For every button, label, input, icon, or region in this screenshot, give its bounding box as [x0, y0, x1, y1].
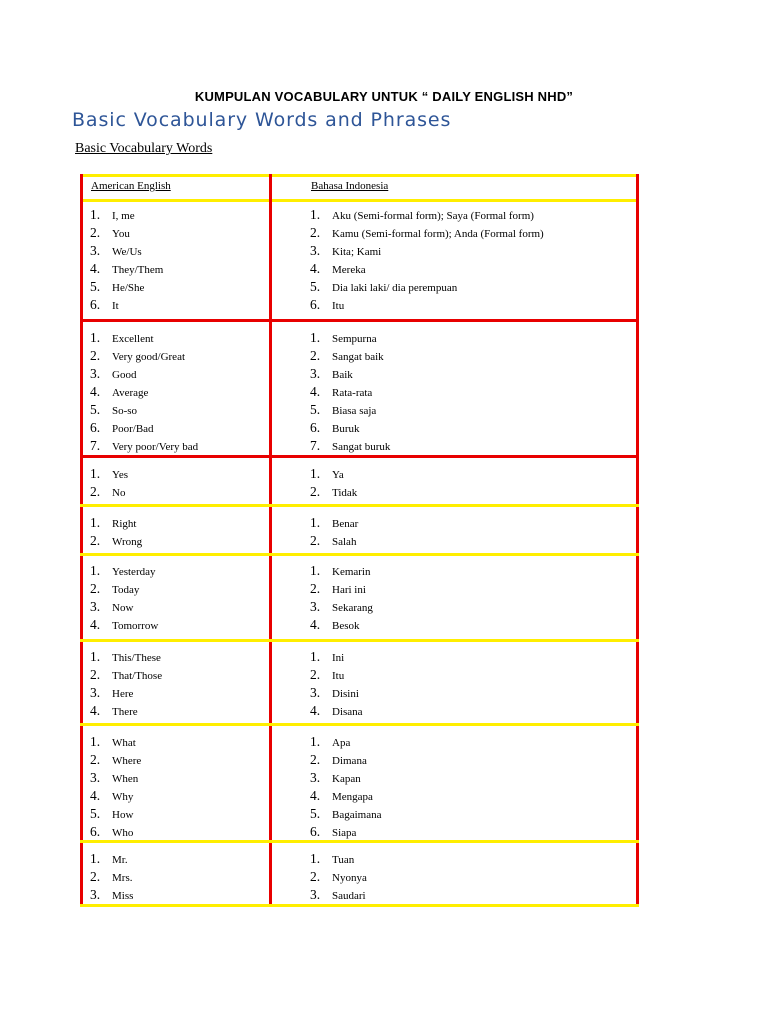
- english-word: Yesterday: [112, 566, 156, 578]
- english-word: You: [112, 228, 130, 240]
- item-number: 1.: [310, 734, 321, 749]
- item-number: 6.: [310, 824, 321, 839]
- indonesian-word: Itu: [332, 670, 345, 682]
- english-word: Wrong: [112, 536, 143, 548]
- document-title: KUMPULAN VOCABULARY UNTUK “ DAILY ENGLISH NHD”: [194, 89, 574, 104]
- item-number: 5.: [90, 279, 101, 294]
- english-word: Mrs.: [112, 872, 133, 884]
- item-number: 5.: [310, 806, 321, 821]
- item-number: 2.: [90, 752, 101, 767]
- item-number: 5.: [90, 402, 101, 417]
- english-word: Excellent: [112, 333, 154, 345]
- sub-heading: Basic Vocabulary Words: [75, 141, 213, 156]
- english-word: That/Those: [112, 670, 163, 682]
- indonesian-word: Tuan: [332, 854, 355, 866]
- item-number: 2.: [310, 869, 321, 884]
- indonesian-word: Bagaimana: [332, 809, 382, 821]
- english-word: Right: [112, 518, 137, 530]
- english-word: Very good/Great: [112, 351, 186, 363]
- item-number: 4.: [310, 617, 321, 632]
- indonesian-word: Tidak: [332, 487, 358, 499]
- header-american-english: American English: [91, 180, 171, 192]
- item-number: 2.: [90, 581, 101, 596]
- item-number: 3.: [90, 599, 101, 614]
- english-word: He/She: [112, 282, 145, 294]
- indonesian-word: Ya: [332, 469, 344, 481]
- english-word: When: [112, 773, 139, 785]
- item-number: 1.: [310, 515, 321, 530]
- item-number: 1.: [90, 851, 101, 866]
- indonesian-word: Hari ini: [332, 584, 366, 596]
- english-word: Where: [112, 755, 142, 767]
- item-number: 6.: [310, 297, 321, 312]
- item-number: 1.: [310, 330, 321, 345]
- indonesian-word: Aku (Semi-formal form); Saya (Formal form): [332, 210, 534, 222]
- indonesian-word: Disini: [332, 688, 359, 700]
- item-number: 1.: [90, 563, 101, 578]
- item-number: 4.: [310, 384, 321, 399]
- group-divider: [80, 455, 639, 458]
- english-word: This/These: [112, 652, 161, 664]
- item-number: 4.: [310, 703, 321, 718]
- indonesian-word: Buruk: [332, 423, 360, 435]
- indonesian-word: Nyonya: [332, 872, 367, 884]
- item-number: 2.: [90, 869, 101, 884]
- item-number: 1.: [310, 563, 321, 578]
- item-number: 6.: [90, 420, 101, 435]
- item-number: 3.: [310, 599, 321, 614]
- item-number: 2.: [90, 667, 101, 682]
- english-word: We/Us: [112, 246, 142, 258]
- english-word: Miss: [112, 890, 134, 902]
- item-number: 4.: [90, 703, 101, 718]
- item-number: 3.: [310, 685, 321, 700]
- indonesian-word: Saudari: [332, 890, 366, 902]
- item-number: 2.: [310, 667, 321, 682]
- indonesian-word: Kapan: [332, 773, 361, 785]
- item-number: 2.: [310, 581, 321, 596]
- group-divider: [80, 319, 639, 322]
- indonesian-word: Kemarin: [332, 566, 371, 578]
- indonesian-word: Besok: [332, 620, 360, 632]
- english-word: I, me: [112, 210, 135, 222]
- indonesian-word: Ini: [332, 652, 345, 664]
- item-number: 2.: [310, 484, 321, 499]
- english-word: What: [112, 737, 136, 749]
- item-number: 2.: [90, 533, 101, 548]
- indonesian-word: Sangat baik: [332, 351, 384, 363]
- indonesian-word: Apa: [332, 737, 351, 749]
- item-number: 3.: [310, 887, 321, 902]
- item-number: 3.: [90, 685, 101, 700]
- english-word: Now: [112, 602, 134, 614]
- indonesian-word: Sekarang: [332, 602, 373, 614]
- item-number: 6.: [90, 297, 101, 312]
- indonesian-word: Sangat buruk: [332, 441, 391, 453]
- section-heading: Basic Vocabulary Words and Phrases: [72, 109, 452, 131]
- item-number: 2.: [90, 348, 101, 363]
- item-number: 2.: [90, 484, 101, 499]
- item-number: 1.: [90, 330, 101, 345]
- indonesian-word: Salah: [332, 536, 357, 548]
- group-divider: [80, 840, 639, 843]
- item-number: 3.: [90, 366, 101, 381]
- english-word: No: [112, 487, 126, 499]
- indonesian-word: Dia laki laki/ dia perempuan: [332, 282, 458, 294]
- english-word: Who: [112, 827, 134, 839]
- group-divider: [80, 504, 639, 507]
- item-number: 7.: [90, 438, 101, 453]
- item-number: 4.: [90, 617, 101, 632]
- english-word: It: [112, 300, 119, 312]
- english-word: Poor/Bad: [112, 423, 154, 435]
- indonesian-word: Mereka: [332, 264, 366, 276]
- english-word: Very poor/Very bad: [112, 441, 199, 453]
- item-number: 3.: [310, 366, 321, 381]
- english-word: Today: [112, 584, 140, 596]
- group-divider: [80, 553, 639, 556]
- item-number: 1.: [310, 466, 321, 481]
- group-divider: [80, 639, 639, 642]
- item-number: 1.: [90, 515, 101, 530]
- table-top-border: [80, 174, 639, 177]
- group-divider: [80, 723, 639, 726]
- item-number: 1.: [90, 649, 101, 664]
- english-word: Why: [112, 791, 134, 803]
- indonesian-word: Mengapa: [332, 791, 373, 803]
- item-number: 1.: [90, 734, 101, 749]
- indonesian-word: Benar: [332, 518, 359, 530]
- item-number: 2.: [310, 348, 321, 363]
- item-number: 4.: [90, 788, 101, 803]
- item-number: 6.: [310, 420, 321, 435]
- item-number: 3.: [310, 243, 321, 258]
- table-left-border: [80, 174, 83, 907]
- indonesian-word: Siapa: [332, 827, 357, 839]
- item-number: 3.: [90, 243, 101, 258]
- group-divider: [80, 904, 639, 907]
- english-word: Yes: [112, 469, 129, 481]
- indonesian-word: Disana: [332, 706, 363, 718]
- item-number: 4.: [90, 384, 101, 399]
- indonesian-word: Dimana: [332, 755, 367, 767]
- english-word: How: [112, 809, 134, 821]
- indonesian-word: Sempurna: [332, 333, 377, 345]
- item-number: 2.: [310, 225, 321, 240]
- item-number: 5.: [310, 279, 321, 294]
- table-right-border: [636, 174, 639, 907]
- item-number: 5.: [90, 806, 101, 821]
- item-number: 1.: [90, 207, 101, 222]
- indonesian-word: Baik: [332, 369, 353, 381]
- item-number: 1.: [90, 466, 101, 481]
- english-word: Good: [112, 369, 137, 381]
- header-bahasa-indonesia: Bahasa Indonesia: [311, 180, 389, 192]
- english-word: They/Them: [112, 264, 164, 276]
- item-number: 4.: [310, 261, 321, 276]
- item-number: 2.: [310, 533, 321, 548]
- header-divider: [80, 199, 639, 202]
- english-word: Here: [112, 688, 134, 700]
- item-number: 7.: [310, 438, 321, 453]
- item-number: 1.: [310, 851, 321, 866]
- vocabulary-table: [80, 174, 639, 907]
- item-number: 2.: [90, 225, 101, 240]
- item-number: 5.: [310, 402, 321, 417]
- english-word: So-so: [112, 405, 138, 417]
- item-number: 1.: [310, 649, 321, 664]
- item-number: 3.: [310, 770, 321, 785]
- english-word: Average: [112, 387, 149, 399]
- item-number: 4.: [90, 261, 101, 276]
- item-number: 2.: [310, 752, 321, 767]
- english-word: Tomorrow: [112, 620, 159, 632]
- item-number: 6.: [90, 824, 101, 839]
- item-number: 3.: [90, 770, 101, 785]
- english-word: Mr.: [112, 854, 128, 866]
- indonesian-word: Rata-rata: [332, 387, 373, 399]
- english-word: There: [112, 706, 138, 718]
- indonesian-word: Biasa saja: [332, 405, 377, 417]
- indonesian-word: Kita; Kami: [332, 246, 382, 258]
- indonesian-word: Kamu (Semi-formal form); Anda (Formal form): [332, 228, 544, 240]
- table-column-divider: [269, 174, 272, 907]
- item-number: 1.: [310, 207, 321, 222]
- indonesian-word: Itu: [332, 300, 345, 312]
- item-number: 4.: [310, 788, 321, 803]
- item-number: 3.: [90, 887, 101, 902]
